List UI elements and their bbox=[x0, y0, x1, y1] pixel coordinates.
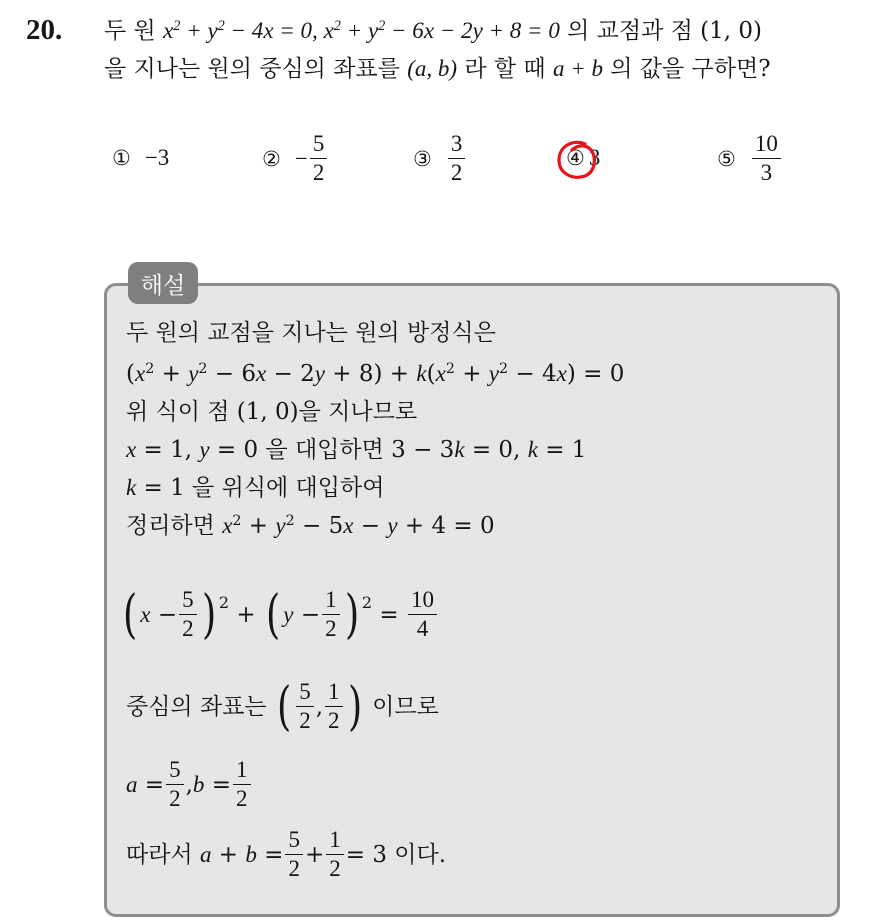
fraction-numerator: 3 bbox=[450, 131, 463, 156]
sum-expression: a + b bbox=[552, 56, 603, 81]
fraction-denominator: 2 bbox=[312, 160, 325, 186]
choice-fraction bbox=[752, 132, 781, 185]
fraction-numerator: 5 bbox=[312, 131, 325, 156]
choice-marker: ② bbox=[262, 146, 281, 171]
center-coordinates: 중심의 좌표는 ( $\frac{5}{2}$ , $\frac{1}{2}$ ) 이므로 bbox=[126, 676, 439, 737]
choice-marker: ① bbox=[112, 146, 131, 170]
problem-number: 20. bbox=[26, 14, 63, 46]
choice-2[interactable] bbox=[262, 132, 329, 185]
problem-line1-suffix: 의 교점과 점 (1, 0) bbox=[567, 18, 762, 44]
choice-3[interactable] bbox=[413, 132, 467, 185]
solution-line-5: k = 1 을 위식에 대입하여 bbox=[126, 475, 385, 501]
problem-line-2 bbox=[104, 52, 771, 86]
fraction-numerator: 10 bbox=[754, 131, 778, 156]
center-suffix: 이므로 bbox=[372, 693, 439, 720]
fraction-denominator: 2 bbox=[450, 160, 463, 186]
problem-equations: $x^2 + y^2 - 4x = 0$, $x^2 + y^2 - 6x - 2y + 8 = 0$ bbox=[163, 18, 560, 43]
solution-line-1: 두 원의 교점을 지나는 원의 방정식은 bbox=[126, 320, 496, 346]
choice-sign: − bbox=[294, 145, 308, 171]
center-point: (a, b) bbox=[407, 56, 458, 81]
problem-line2-prefix: 을 지나는 원의 중심의 좌표를 bbox=[104, 56, 400, 82]
solution-line-2: $(x^2 + y^2 - 6x - 2y + 8) + k(x^2 + y^2 - 4x) = 0$ bbox=[126, 361, 625, 387]
conclusion-suffix: = 3 이다. bbox=[345, 841, 447, 868]
problem-line1-prefix: 두 원 bbox=[104, 18, 156, 44]
solution-line-3: 위 식이 점 (1, 0)을 지나므로 bbox=[126, 399, 418, 425]
choice-fraction bbox=[310, 132, 328, 185]
fraction-denominator: 3 bbox=[760, 160, 773, 186]
center-text: 중심의 좌표는 bbox=[126, 693, 267, 720]
solution-tag: 해설 bbox=[128, 262, 198, 304]
choice-marker: ④ bbox=[566, 146, 585, 170]
choice-marker: ③ bbox=[413, 146, 432, 171]
choice-marker: ⑤ bbox=[717, 146, 736, 171]
ab-values: a = $\frac{5}{2}$ , b = $\frac{1}{2}$ bbox=[126, 758, 253, 811]
standard-form-equation: ( x − $\frac{5}{2}$ ) 2 + ( y − $\frac{1}{2}$ ) 2 = $\frac{10}{4}$ bbox=[120, 588, 439, 641]
choice-fraction bbox=[448, 132, 466, 185]
problem-line2-mid: 라 할 때 bbox=[464, 56, 546, 82]
choice-value: −3 bbox=[144, 145, 170, 170]
solution-line-6: 정리하면 $x^2 + y^2 - 5x - y + 4 = 0$ bbox=[126, 513, 495, 539]
answer-circle-mark bbox=[555, 138, 601, 184]
problem-line2-suffix: 의 값을 구하면? bbox=[610, 56, 771, 82]
choice-1[interactable] bbox=[112, 145, 169, 171]
problem-line-1 bbox=[104, 14, 762, 48]
conclusion-prefix: 따라서 bbox=[126, 841, 193, 868]
solution-line-4: x = 1, y = 0 을 대입하면 3 − 3k = 0, k = 1 bbox=[126, 437, 587, 463]
conclusion-line: 따라서 a + b = $\frac{5}{2}$ + $\frac{1}{2}$ = 3 이다. bbox=[126, 827, 447, 882]
choice-value: 3 bbox=[588, 145, 601, 170]
choice-5[interactable] bbox=[717, 132, 783, 185]
